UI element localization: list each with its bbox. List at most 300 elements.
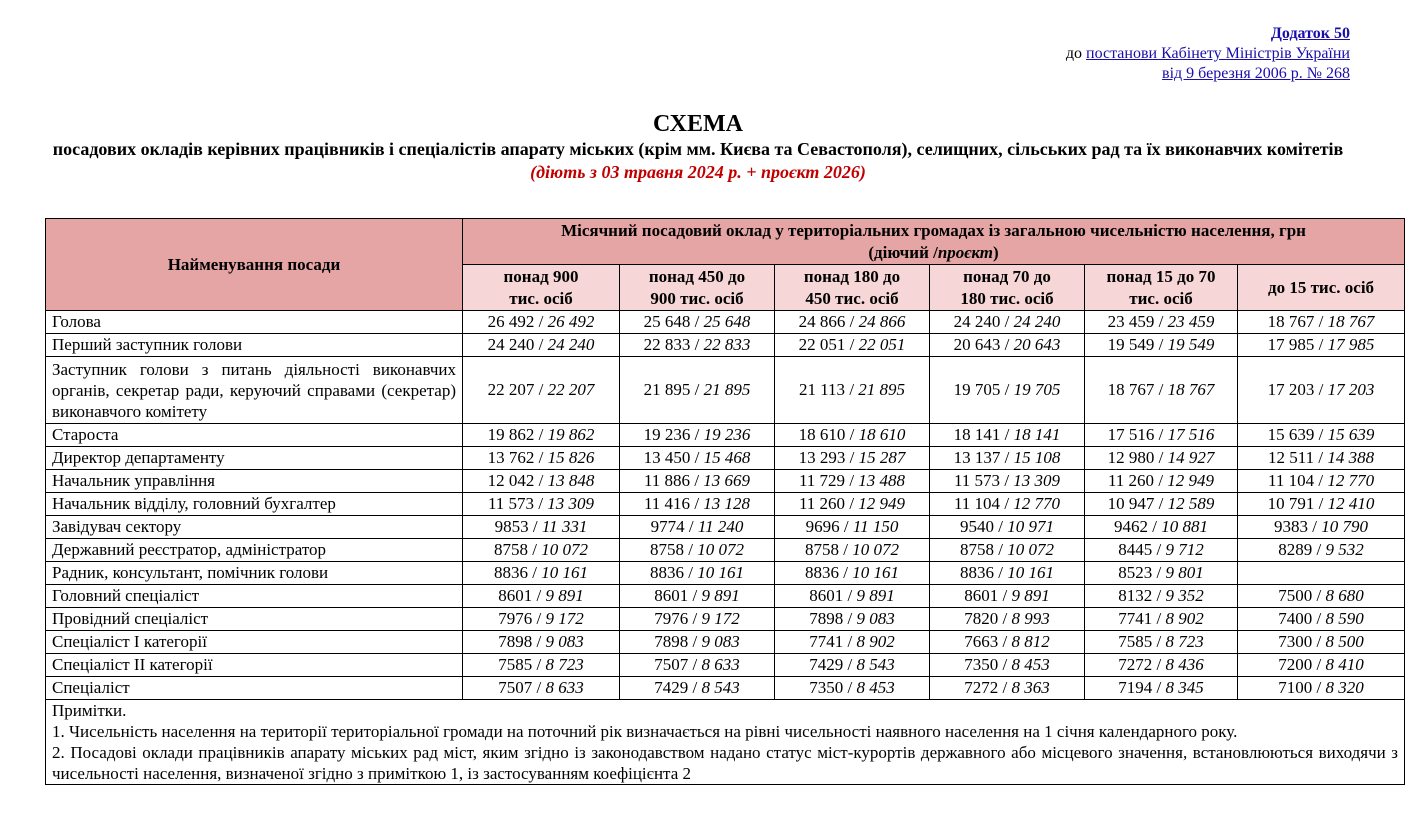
current-salary: 7350 — [809, 678, 844, 697]
appendix-link[interactable]: Додаток 50 — [1270, 25, 1350, 42]
current-salary: 9383 — [1274, 517, 1309, 536]
salary-cell: 17 985 / 17 985 — [1238, 334, 1405, 357]
projected-salary: 13 848 — [547, 471, 595, 490]
projected-salary: 18 767 — [1167, 380, 1215, 399]
current-salary: 26 492 — [487, 312, 535, 331]
resolution-link[interactable]: постанови Кабінету Міністрів України — [1086, 45, 1350, 62]
projected-salary: 15 108 — [1013, 448, 1061, 467]
current-salary: 13 137 — [953, 448, 1001, 467]
projected-salary: 12 770 — [1327, 471, 1375, 490]
current-salary: 17 516 — [1107, 425, 1155, 444]
current-salary: 7507 — [498, 678, 533, 697]
projected-salary: 12 770 — [1013, 494, 1061, 513]
table-row — [46, 539, 1405, 562]
document-reference — [1066, 24, 1350, 84]
salary-cell: 8601 / 9 891 — [775, 585, 930, 608]
current-salary: 7429 — [654, 678, 689, 697]
salary-cell: 18 141 / 18 141 — [930, 424, 1085, 447]
projected-salary: 10 790 — [1321, 517, 1368, 536]
position-name: Директор департаменту — [46, 447, 463, 470]
column-header-line1: понад 900 — [503, 266, 579, 286]
current-salary: 9853 — [494, 517, 529, 536]
salary-cell: 8758 / 10 072 — [463, 539, 620, 562]
projected-salary: 9 352 — [1165, 586, 1204, 605]
position-name: Заступник голови з питань діяльності виконавчих органів, секретар ради, керуючий справами (секретар) виконавчого комітету — [46, 357, 463, 424]
projected-salary: 9 801 — [1165, 563, 1204, 582]
salary-cell: 7898 / 9 083 — [775, 608, 930, 631]
current-salary: 11 260 — [1107, 471, 1155, 490]
projected-salary: 11 240 — [697, 517, 744, 536]
projected-salary: 10 161 — [541, 563, 588, 582]
current-salary: 12 042 — [487, 471, 535, 490]
current-salary: 7820 — [964, 609, 999, 628]
salary-cell: 7663 / 8 812 — [930, 631, 1085, 654]
table-row — [46, 334, 1405, 357]
salary-cell: 17 516 / 17 516 — [1085, 424, 1238, 447]
table-row — [46, 585, 1405, 608]
salary-cell: 7500 / 8 680 — [1238, 585, 1405, 608]
projected-salary: 10 971 — [1007, 517, 1054, 536]
salary-cell: 13 293 / 15 287 — [775, 447, 930, 470]
current-salary: 22 207 — [487, 380, 535, 399]
projected-salary: 8 723 — [545, 655, 584, 674]
current-salary: 8836 — [494, 563, 528, 582]
projected-salary: 18 141 — [1013, 425, 1061, 444]
position-name: Державний реєстратор, адміністратор — [46, 539, 463, 562]
projected-salary: 11 150 — [852, 517, 899, 536]
current-salary: 23 459 — [1107, 312, 1155, 331]
current-salary: 17 985 — [1267, 335, 1315, 354]
current-salary: 7898 — [498, 632, 533, 651]
projected-salary: 15 639 — [1327, 425, 1375, 444]
salary-cell: 17 203 / 17 203 — [1238, 357, 1405, 424]
projected-salary: 21 895 — [703, 380, 751, 399]
salary-cell: 22 833 / 22 833 — [620, 334, 775, 357]
salary-cell: 7898 / 9 083 — [463, 631, 620, 654]
current-salary: 7663 — [964, 632, 999, 651]
current-salary: 7898 — [809, 609, 844, 628]
current-salary: 11 416 — [643, 494, 691, 513]
current-salary: 7585 — [498, 655, 533, 674]
salary-cell: 7741 / 8 902 — [775, 631, 930, 654]
salary-cell: 23 459 / 23 459 — [1085, 311, 1238, 334]
projected-salary: 20 643 — [1013, 335, 1061, 354]
salary-cell: 12 980 / 14 927 — [1085, 447, 1238, 470]
current-salary: 7100 — [1278, 678, 1313, 697]
salary-header-line2-suffix: ) — [992, 242, 999, 262]
table-row — [46, 470, 1405, 493]
current-salary: 12 980 — [1107, 448, 1155, 467]
projected-salary: 9 172 — [545, 609, 584, 628]
current-salary: 11 573 — [487, 494, 535, 513]
current-salary: 18 610 — [798, 425, 846, 444]
salary-cell: 7300 / 8 500 — [1238, 631, 1405, 654]
salary-cell: 7272 / 8 363 — [930, 677, 1085, 700]
table-row — [46, 424, 1405, 447]
projected-salary: 22 207 — [547, 380, 595, 399]
current-salary: 11 104 — [953, 494, 1001, 513]
projected-salary: 9 891 — [545, 586, 584, 605]
salary-cell: 15 639 / 15 639 — [1238, 424, 1405, 447]
salary-cell: 8836 / 10 161 — [775, 562, 930, 585]
salary-cell: 7272 / 8 436 — [1085, 654, 1238, 677]
current-salary: 7272 — [964, 678, 999, 697]
current-salary: 24 240 — [487, 335, 535, 354]
salary-cell: 9383 / 10 790 — [1238, 516, 1405, 539]
current-salary: 11 104 — [1267, 471, 1315, 490]
salary-cell: 8445 / 9 712 — [1085, 539, 1238, 562]
projected-salary: 8 590 — [1325, 609, 1364, 628]
current-salary: 12 511 — [1267, 448, 1315, 467]
salary-cell: 10 947 / 12 589 — [1085, 493, 1238, 516]
salary-cell: 9774 / 11 240 — [620, 516, 775, 539]
salary-cell: 19 236 / 19 236 — [620, 424, 775, 447]
salary-cell: 7976 / 9 172 — [463, 608, 620, 631]
current-salary: 8836 — [805, 563, 839, 582]
salary-cell: 7898 / 9 083 — [620, 631, 775, 654]
salary-cell: 7976 / 9 172 — [620, 608, 775, 631]
projected-salary: 8 723 — [1165, 632, 1204, 651]
projected-salary: 8 453 — [1011, 655, 1050, 674]
projected-salary: 9 083 — [701, 632, 740, 651]
current-salary: 9696 — [805, 517, 840, 536]
current-salary: 8758 — [650, 540, 684, 559]
current-salary: 19 705 — [953, 380, 1001, 399]
salary-cell: 19 705 / 19 705 — [930, 357, 1085, 424]
current-salary: 9540 — [960, 517, 994, 536]
column-header-1 — [463, 265, 620, 311]
salary-cell: 13 450 / 15 468 — [620, 447, 775, 470]
projected-salary: 12 589 — [1167, 494, 1215, 513]
salary-cell: 8758 / 10 072 — [775, 539, 930, 562]
current-salary: 13 450 — [643, 448, 691, 467]
position-name: Спеціаліст ІІ категорії — [46, 654, 463, 677]
projected-salary: 8 363 — [1011, 678, 1050, 697]
projected-salary: 25 648 — [703, 312, 751, 331]
current-salary: 17 203 — [1267, 380, 1315, 399]
column-header-line2: тис. осіб — [1129, 288, 1193, 308]
column-header-line2: 180 тис. осіб — [960, 288, 1054, 308]
current-salary: 19 862 — [487, 425, 535, 444]
salary-cell: 8601 / 9 891 — [463, 585, 620, 608]
table-row — [46, 357, 1405, 424]
projected-salary: 26 492 — [547, 312, 595, 331]
projected-salary: 17 985 — [1327, 335, 1375, 354]
current-salary: 19 236 — [643, 425, 691, 444]
salary-cell: 11 729 / 13 488 — [775, 470, 930, 493]
salary-cell: 12 511 / 14 388 — [1238, 447, 1405, 470]
salary-header-line1: Місячний посадовий оклад у територіальних громадах із загальною чисельністю населення, грн — [561, 220, 1306, 240]
current-salary: 25 648 — [643, 312, 691, 331]
current-salary: 11 260 — [798, 494, 846, 513]
salary-cell: 22 207 / 22 207 — [463, 357, 620, 424]
projected-salary: 24 240 — [1013, 312, 1061, 331]
salary-cell: 26 492 / 26 492 — [463, 311, 620, 334]
current-salary: 10 947 — [1107, 494, 1155, 513]
current-salary: 7200 — [1278, 655, 1313, 674]
current-salary: 22 833 — [643, 335, 691, 354]
projected-salary: 9 712 — [1165, 540, 1204, 559]
projected-salary: 24 240 — [547, 335, 595, 354]
current-salary: 8758 — [494, 540, 528, 559]
projected-salary: 17 516 — [1167, 425, 1215, 444]
current-salary: 10 791 — [1267, 494, 1315, 513]
salary-cell: 8523 / 9 801 — [1085, 562, 1238, 585]
projected-salary: 8 993 — [1011, 609, 1050, 628]
current-salary: 24 866 — [798, 312, 846, 331]
document-subtitle: посадових окладів керівних працівників і спеціалістів апарату міських (крім мм. Києва та Севастополя), селищних, сільських рад та їх виконавчих комітетів — [52, 139, 1344, 159]
column-header-line1: понад 70 до — [963, 266, 1051, 286]
current-salary: 8445 — [1118, 540, 1153, 559]
current-salary: 7272 — [1118, 655, 1153, 674]
table-row — [46, 311, 1405, 334]
salary-cell: 11 886 / 13 669 — [620, 470, 775, 493]
salary-cell: 9462 / 10 881 — [1085, 516, 1238, 539]
salary-cell: 7429 / 8 543 — [620, 677, 775, 700]
validity-note: (діють з 03 травня 2024 р. + проєкт 2026) — [530, 162, 866, 182]
current-salary: 8523 — [1118, 563, 1153, 582]
salary-cell: 19 862 / 19 862 — [463, 424, 620, 447]
column-header-line2: 900 тис. осіб — [650, 288, 744, 308]
projected-salary: 8 500 — [1325, 632, 1364, 651]
current-salary: 8758 — [960, 540, 994, 559]
projected-salary: 13 669 — [703, 471, 751, 490]
salary-cell: 8132 / 9 352 — [1085, 585, 1238, 608]
salary-cell: 24 240 / 24 240 — [930, 311, 1085, 334]
current-salary: 8132 — [1118, 586, 1153, 605]
salary-cell: 7194 / 8 345 — [1085, 677, 1238, 700]
salary-cell: 21 113 / 21 895 — [775, 357, 930, 424]
position-name: Спеціаліст — [46, 677, 463, 700]
salary-header-line2-prefix: (діючий / — [868, 242, 938, 262]
salary-cell: 8289 / 9 532 — [1238, 539, 1405, 562]
current-salary: 22 051 — [798, 335, 846, 354]
salary-cell: 7100 / 8 320 — [1238, 677, 1405, 700]
projected-salary: 8 812 — [1011, 632, 1050, 651]
salary-cell: 24 240 / 24 240 — [463, 334, 620, 357]
projected-salary: 8 633 — [701, 655, 740, 674]
position-name: Перший заступник голови — [46, 334, 463, 357]
projected-salary: 22 833 — [703, 335, 751, 354]
position-name: Провідний спеціаліст — [46, 608, 463, 631]
salary-cell: 8758 / 10 072 — [620, 539, 775, 562]
projected-salary: 8 320 — [1325, 678, 1364, 697]
notes-title: Примітки. — [52, 701, 127, 720]
salary-cell — [1238, 562, 1405, 585]
projected-salary: 9 891 — [856, 586, 895, 605]
table-row — [46, 516, 1405, 539]
current-salary: 9774 — [650, 517, 685, 536]
projected-salary: 15 468 — [703, 448, 751, 467]
current-salary: 13 762 — [487, 448, 535, 467]
resolution-date-link[interactable]: від 9 березня 2006 р. № 268 — [1162, 65, 1350, 82]
projected-salary: 10 072 — [697, 540, 744, 559]
projected-salary: 21 895 — [858, 380, 906, 399]
projected-salary: 17 203 — [1327, 380, 1375, 399]
projected-salary: 10 881 — [1161, 517, 1208, 536]
salary-cell: 9540 / 10 971 — [930, 516, 1085, 539]
projected-salary: 19 236 — [703, 425, 751, 444]
projected-salary: 8 453 — [856, 678, 895, 697]
current-salary: 8601 — [809, 586, 844, 605]
current-salary: 8836 — [960, 563, 994, 582]
table-row — [46, 654, 1405, 677]
salary-cell: 25 648 / 25 648 — [620, 311, 775, 334]
column-header-line1: до 15 тис. осіб — [1267, 277, 1375, 297]
position-header: Найменування посади — [46, 219, 463, 311]
projected-salary: 12 410 — [1327, 494, 1375, 513]
current-salary: 9462 — [1114, 517, 1148, 536]
current-salary: 21 113 — [798, 380, 846, 399]
salary-cell: 7741 / 8 902 — [1085, 608, 1238, 631]
table-row — [46, 608, 1405, 631]
current-salary: 7507 — [654, 655, 689, 674]
salary-cell: 13 137 / 15 108 — [930, 447, 1085, 470]
projected-salary: 10 161 — [697, 563, 744, 582]
salary-cell: 8836 / 10 161 — [463, 562, 620, 585]
current-salary: 18 767 — [1267, 312, 1315, 331]
current-salary: 18 767 — [1107, 380, 1155, 399]
current-salary: 20 643 — [953, 335, 1001, 354]
position-name: Голова — [46, 311, 463, 334]
note-item-1: 1. Чисельність населення на території територіальної громади на поточний рік визначається на рівні чисельності наявного населення на 1 січня календарного року. — [52, 722, 1238, 741]
projected-salary: 9 532 — [1325, 540, 1364, 559]
column-header-6 — [1238, 265, 1405, 311]
projected-salary: 8 680 — [1325, 586, 1364, 605]
projected-salary: 24 866 — [858, 312, 906, 331]
projected-salary: 10 072 — [852, 540, 899, 559]
salary-cell: 8601 / 9 891 — [930, 585, 1085, 608]
projected-salary: 9 083 — [856, 609, 895, 628]
salary-cell: 7200 / 8 410 — [1238, 654, 1405, 677]
current-salary: 13 293 — [798, 448, 846, 467]
table-row — [46, 562, 1405, 585]
salary-cell: 8758 / 10 072 — [930, 539, 1085, 562]
column-header-2 — [620, 265, 775, 311]
table-row — [46, 631, 1405, 654]
current-salary: 15 639 — [1267, 425, 1315, 444]
salary-cell: 11 260 / 12 949 — [1085, 470, 1238, 493]
projected-salary: 10 072 — [541, 540, 588, 559]
current-salary: 7585 — [1118, 632, 1153, 651]
position-name: Начальник управління — [46, 470, 463, 493]
current-salary: 19 549 — [1107, 335, 1155, 354]
salary-cell: 9853 / 11 331 — [463, 516, 620, 539]
projected-salary: 13 309 — [1013, 471, 1061, 490]
current-salary: 18 141 — [953, 425, 1001, 444]
salary-cell: 7350 / 8 453 — [930, 654, 1085, 677]
position-name: Радник, консультант, помічник голови — [46, 562, 463, 585]
projected-salary: 13 488 — [858, 471, 906, 490]
projected-salary: 10 161 — [852, 563, 899, 582]
projected-salary: 8 410 — [1325, 655, 1364, 674]
projected-salary: 15 826 — [547, 448, 595, 467]
projected-salary: 8 902 — [856, 632, 895, 651]
position-name: Головний спеціаліст — [46, 585, 463, 608]
current-salary: 8601 — [498, 586, 533, 605]
position-name: Начальник відділу, головний бухгалтер — [46, 493, 463, 516]
projected-salary: 22 051 — [858, 335, 906, 354]
salary-cell: 7507 / 8 633 — [463, 677, 620, 700]
document-title: СХЕМА — [652, 111, 744, 137]
current-salary: 8289 — [1278, 540, 1313, 559]
salary-cell: 19 549 / 19 549 — [1085, 334, 1238, 357]
projected-salary: 8 543 — [856, 655, 895, 674]
salary-cell: 18 767 / 18 767 — [1085, 357, 1238, 424]
salary-cell: 21 895 / 21 895 — [620, 357, 775, 424]
column-header-line1: понад 180 до — [803, 266, 901, 286]
current-salary: 21 895 — [643, 380, 691, 399]
projected-salary: 18 610 — [858, 425, 906, 444]
projected-salary: 9 891 — [1011, 586, 1050, 605]
projected-salary: 13 309 — [547, 494, 595, 513]
column-header-line1: понад 450 до — [648, 266, 746, 286]
salary-cell: 20 643 / 20 643 — [930, 334, 1085, 357]
projected-salary: 8 436 — [1165, 655, 1204, 674]
current-salary: 7300 — [1278, 632, 1313, 651]
salary-cell: 7585 / 8 723 — [1085, 631, 1238, 654]
column-header-line1: понад 15 до 70 — [1106, 266, 1216, 286]
salary-cell: 7820 / 8 993 — [930, 608, 1085, 631]
table-row — [46, 677, 1405, 700]
salary-cell: 13 762 / 15 826 — [463, 447, 620, 470]
projected-salary: 10 161 — [1007, 563, 1054, 582]
salary-cell: 22 051 / 22 051 — [775, 334, 930, 357]
salary-cell: 7507 / 8 633 — [620, 654, 775, 677]
salary-cell: 8836 / 10 161 — [930, 562, 1085, 585]
projected-salary: 8 345 — [1165, 678, 1204, 697]
projected-salary: 13 128 — [703, 494, 751, 513]
current-salary: 11 573 — [953, 471, 1001, 490]
current-salary: 8758 — [805, 540, 839, 559]
projected-salary: 8 902 — [1165, 609, 1204, 628]
salary-main-header — [463, 219, 1405, 265]
projected-salary: 12 949 — [1167, 471, 1215, 490]
projected-salary: 9 083 — [545, 632, 584, 651]
table-row — [46, 493, 1405, 516]
salary-cell: 9696 / 11 150 — [775, 516, 930, 539]
current-salary: 8836 — [650, 563, 684, 582]
salary-table — [45, 218, 1405, 785]
current-salary: 7898 — [654, 632, 689, 651]
salary-cell: 12 042 / 13 848 — [463, 470, 620, 493]
current-salary: 11 729 — [798, 471, 846, 490]
salary-cell: 8836 / 10 161 — [620, 562, 775, 585]
salary-cell: 10 791 / 12 410 — [1238, 493, 1405, 516]
salary-cell: 24 866 / 24 866 — [775, 311, 930, 334]
salary-cell: 11 416 / 13 128 — [620, 493, 775, 516]
position-name: Спеціаліст І категорії — [46, 631, 463, 654]
salary-cell: 8601 / 9 891 — [620, 585, 775, 608]
current-salary: 7741 — [809, 632, 844, 651]
current-salary: 7350 — [964, 655, 999, 674]
current-salary: 7741 — [1118, 609, 1153, 628]
column-header-3 — [775, 265, 930, 311]
current-salary: 8601 — [964, 586, 999, 605]
current-salary: 7400 — [1278, 609, 1313, 628]
document-heading — [44, 110, 1352, 184]
projected-salary: 8 633 — [545, 678, 584, 697]
salary-cell: 11 260 / 12 949 — [775, 493, 930, 516]
position-name: Завідувач сектору — [46, 516, 463, 539]
column-header-line2: тис. осіб — [509, 288, 573, 308]
position-name: Староста — [46, 424, 463, 447]
salary-cell: 7350 / 8 453 — [775, 677, 930, 700]
salary-cell: 11 573 / 13 309 — [463, 493, 620, 516]
projected-salary: 19 862 — [547, 425, 595, 444]
current-salary: 11 886 — [643, 471, 691, 490]
salary-cell: 11 104 / 12 770 — [1238, 470, 1405, 493]
